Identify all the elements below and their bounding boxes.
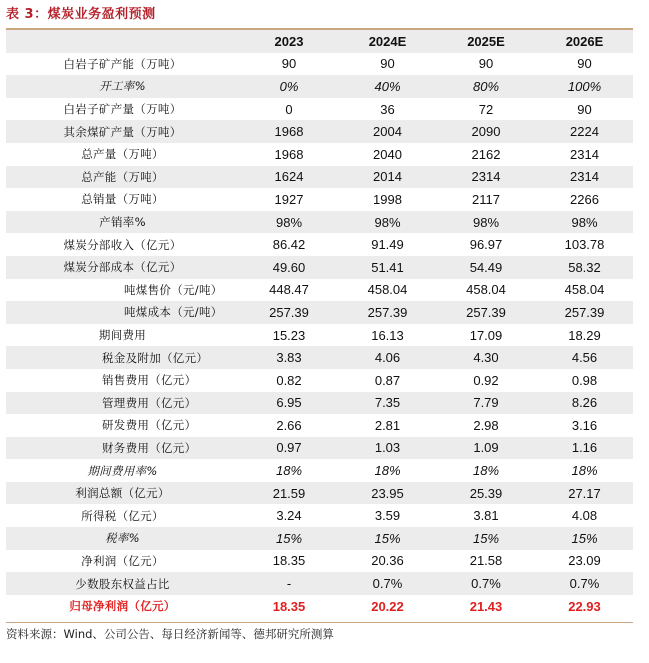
row-label: 煤炭分部成本（亿元） [63,260,182,275]
cell-value: 2314 [570,146,599,162]
table-row [6,482,633,505]
row-label: 煤炭分部收入（亿元） [63,237,182,252]
row-label: 总销量（万吨） [81,192,164,207]
cell-value: 2.66 [276,417,302,433]
cell-value: 98% [571,214,598,230]
cell-value: 25.39 [469,485,503,501]
cell-value: 90 [478,56,494,72]
cell-value: 0.98 [571,372,598,388]
cell-value: 90 [577,101,592,117]
cell-value: 1.03 [374,440,401,456]
cell-value: 23.95 [371,485,404,501]
table-row [6,166,633,189]
row-label: 总产能（万吨） [81,169,164,184]
cell-value: 7.79 [473,395,499,411]
cell-value: 4.06 [374,350,401,366]
cell-value: 21.59 [272,485,306,501]
cell-value: 103.78 [564,237,605,253]
earnings-forecast-table [6,30,633,617]
table-row [6,233,633,256]
cell-value: 448.47 [269,282,309,298]
cell-value: 0 [285,101,293,117]
cell-value: 15% [472,530,500,546]
cell-value: 1624 [274,169,304,185]
cell-value: 1.09 [473,440,499,456]
cell-value: 20.36 [371,553,404,569]
cell-value: 90 [577,56,592,72]
cell-value: 2314 [570,169,599,185]
cell-value: 257.39 [367,304,408,320]
cell-value: 98% [275,214,303,230]
row-label: 少数股东权益占比 [75,576,170,591]
cell-value: 2162 [471,146,501,162]
table-row [6,188,633,211]
cell-value: 1968 [274,124,304,140]
cell-value: 86.42 [272,237,306,253]
cell-value: 18.35 [272,553,306,569]
table-row [6,256,633,279]
cell-value: 98% [472,214,500,230]
cell-value: 257.39 [269,304,309,320]
cell-value: 15% [275,530,303,546]
table-row [6,75,633,98]
row-label: 净利润（亿元） [81,553,164,568]
row-label: 利润总额（亿元） [75,486,170,501]
cell-value: 18.35 [272,598,306,614]
cell-value: 2014 [373,169,402,185]
cell-value: 458.04 [466,282,506,298]
cell-value: 2004 [373,124,402,140]
cell-value: 458.04 [564,282,605,298]
row-label: 吨煤成本（元/吨） [124,305,223,320]
cell-value: 0.82 [276,372,302,388]
cell-value: 18.29 [568,327,601,343]
row-label: 期间费用率% [87,463,158,478]
cell-value: 1927 [274,191,304,207]
cell-value: 90 [380,56,395,72]
cell-value: 4.56 [571,350,598,366]
cell-value: 18% [571,463,598,479]
table-row [6,414,633,437]
cell-value: 22.93 [568,598,601,614]
cell-value: 0.7% [471,576,501,592]
cell-value: 0.7% [569,576,600,592]
cell-value: 72 [478,101,494,117]
table-row [6,369,633,392]
cell-value: 257.39 [466,304,506,320]
table-row [6,301,633,324]
table-row [6,120,633,143]
cell-value: 2.98 [473,417,499,433]
row-label: 白岩子矿产量（万吨） [63,102,182,117]
cell-value: 15% [374,530,401,546]
cell-value: 80% [472,78,500,94]
cell-value: 0.92 [473,372,499,388]
cell-value: 1968 [274,146,304,162]
cell-value: 2040 [373,146,402,162]
cell-value: 3.59 [374,508,401,524]
row-label: 所得税（亿元） [81,508,164,523]
header-year: 2025E [467,33,505,49]
row-label: 期间费用 [98,328,147,343]
cell-value: 18% [374,463,401,479]
header-year: 2024E [368,33,407,49]
cell-value: 2117 [472,191,500,207]
cell-value: 0% [279,78,299,94]
cell-value: 0.87 [374,372,401,388]
row-label: 财务费用（亿元） [102,440,197,455]
cell-value: 4.30 [473,350,499,366]
table-row [6,437,633,460]
cell-value: 3.81 [473,508,499,524]
header-year: 2023 [274,33,304,49]
table-row [6,211,633,234]
row-label: 税率% [105,531,140,546]
cell-value: 2.81 [374,417,401,433]
cell-value: 3.24 [276,508,302,524]
cell-value: 2090 [471,124,501,140]
table-row [6,279,633,302]
table-row [6,527,633,550]
cell-value: 91.49 [371,237,404,253]
cell-value: 2266 [570,191,599,207]
table-row [6,550,633,573]
header-blank [6,30,239,53]
row-label: 白岩子矿产能（万吨） [63,56,182,71]
source-note: 资料来源：Wind、公司公告、每日经济新闻等、德邦研究所测算 [6,627,334,641]
cell-value: 18% [472,463,500,479]
cell-value: 3.83 [276,350,302,366]
row-label: 归母净利润（亿元） [69,599,176,614]
row-label: 开工率% [99,79,146,94]
table-row [6,459,633,482]
row-label: 销售费用（亿元） [102,373,197,388]
cell-value: 21.43 [469,598,503,614]
row-label: 税金及附加（亿元） [102,350,209,365]
header-year: 2026E [565,33,604,49]
cell-value: 1.16 [571,440,598,456]
cell-value: 27.17 [568,485,601,501]
cell-value: 51.41 [371,259,404,275]
table-row [6,346,633,369]
cell-value: 98% [374,214,401,230]
cell-value: 0.97 [276,440,302,456]
cell-value: 49.60 [272,259,306,275]
row-label: 研发费用（亿元） [102,418,197,433]
cell-value: 1998 [373,191,402,207]
cell-value: 3.16 [571,417,598,433]
cell-value: 0.7% [372,576,403,592]
cell-value: 100% [567,78,602,94]
bottom-rule [6,622,633,623]
cell-value: 20.22 [371,598,404,614]
cell-value: 8.26 [571,395,598,411]
table-row [6,143,633,166]
row-label: 其余煤矿产量（万吨） [63,124,182,139]
cell-value: 458.04 [367,282,408,298]
row-label: 管理费用（亿元） [102,395,197,410]
row-label: 产销率% [99,215,146,230]
cell-value: 2224 [570,124,599,140]
table-row [6,595,633,618]
table-row [6,324,633,347]
table-row [6,392,633,415]
cell-value: 54.49 [469,259,503,275]
cell-value: 16.13 [371,327,404,343]
cell-value: 257.39 [564,304,605,320]
cell-value: 96.97 [469,237,503,253]
cell-value: 90 [281,56,297,72]
table-row [6,504,633,527]
cell-value: 21.58 [469,553,503,569]
table-caption: 表 3：煤炭业务盈利预测 [6,7,156,22]
table-row [6,53,633,76]
table-row [6,572,633,595]
cell-value: 4.08 [571,508,598,524]
cell-value: 23.09 [568,553,601,569]
cell-value: - [286,576,292,592]
header-row [6,30,633,53]
cell-value: 6.95 [276,395,302,411]
cell-value: 7.35 [374,395,401,411]
row-label: 吨煤售价（元/吨） [124,282,223,297]
table-row [6,98,633,121]
cell-value: 58.32 [568,259,601,275]
cell-value: 36 [380,101,395,117]
cell-value: 18% [275,463,303,479]
cell-value: 2314 [471,169,501,185]
cell-value: 15.23 [272,327,306,343]
cell-value: 40% [374,78,401,94]
cell-value: 17.09 [469,327,503,343]
row-label: 总产量（万吨） [81,147,164,162]
cell-value: 15% [571,530,598,546]
